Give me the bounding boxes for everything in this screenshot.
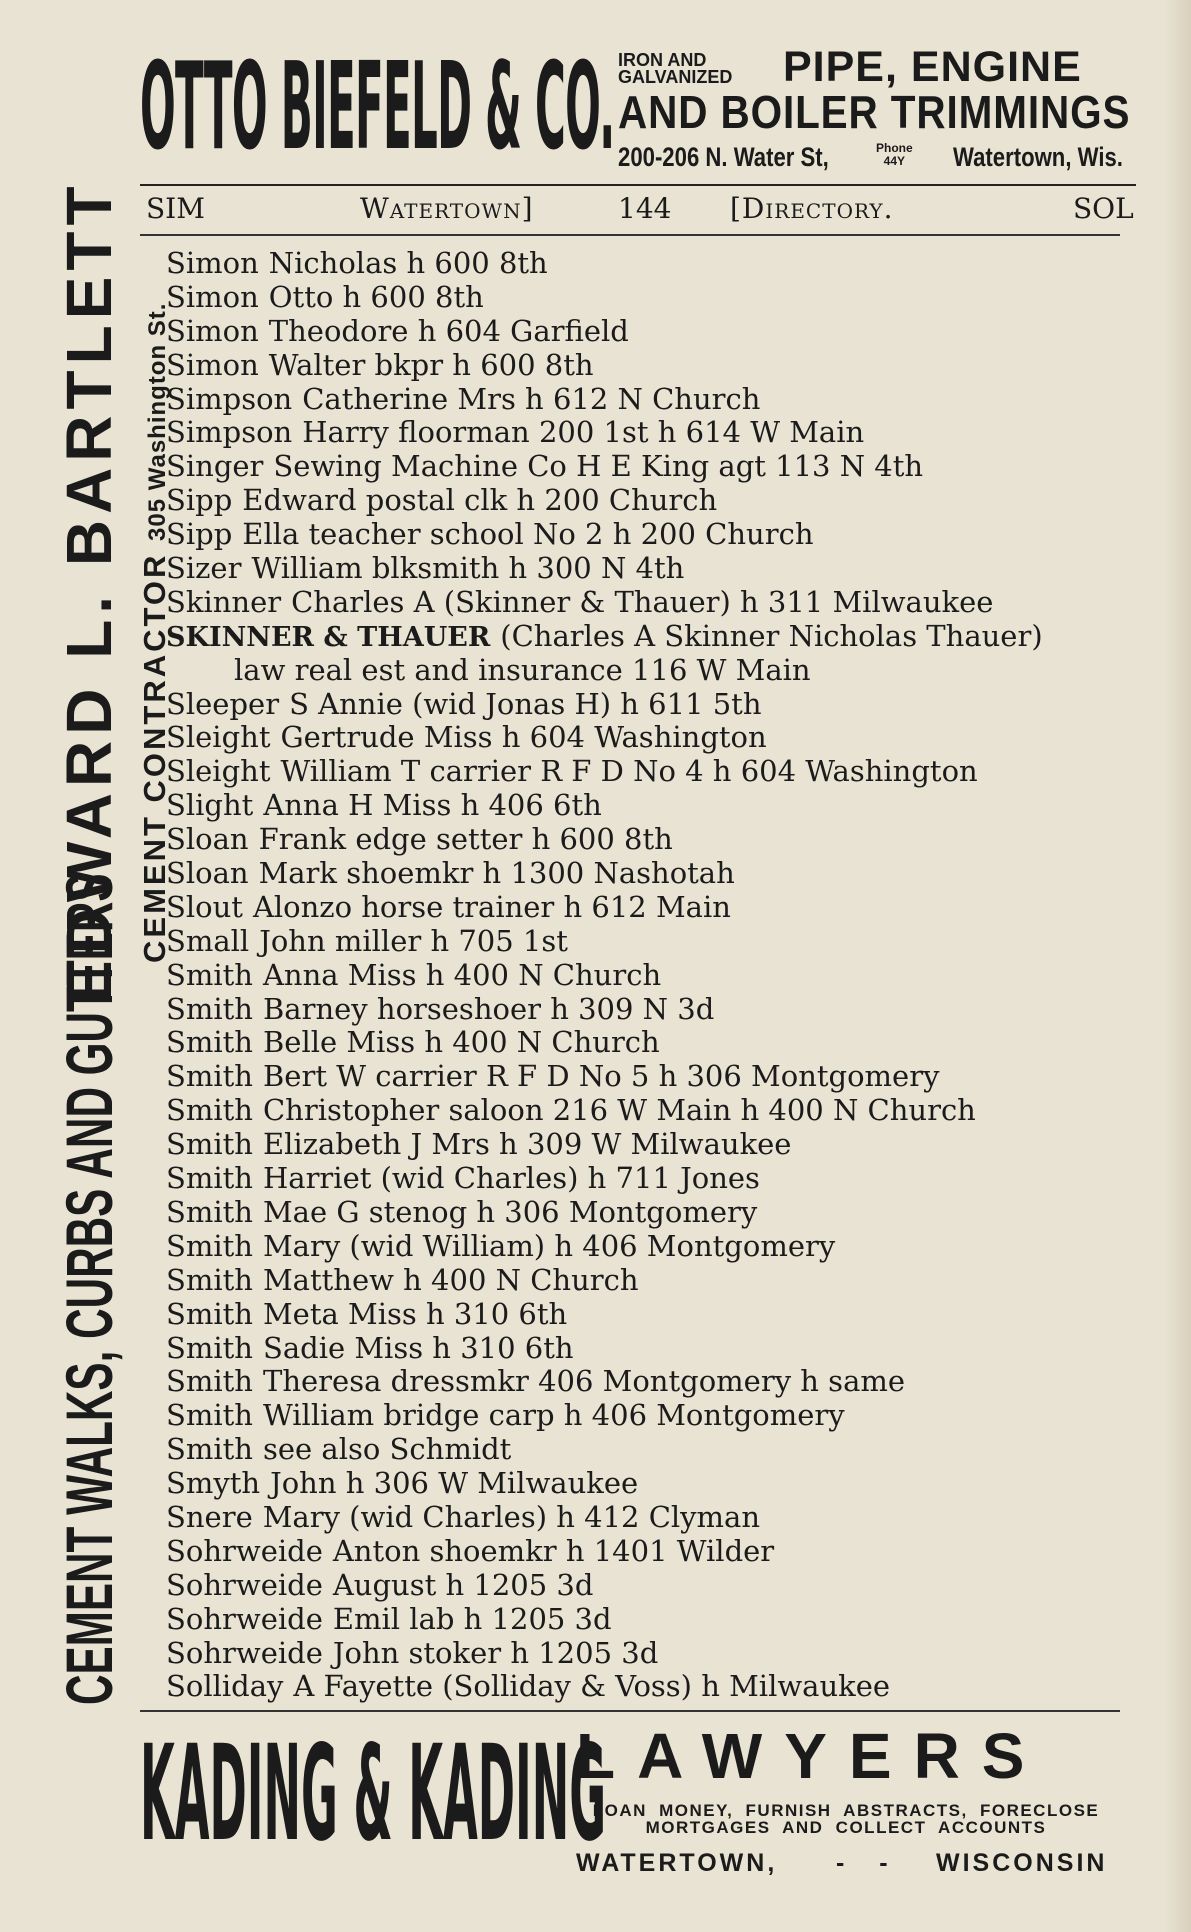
phone-label: Phone bbox=[876, 141, 913, 155]
directory-entry bbox=[166, 349, 1126, 383]
entry-surname: Smith bbox=[166, 1262, 253, 1297]
entry-surname: Sohrweide bbox=[166, 1567, 323, 1602]
entry-details: A Fayette (Solliday & Voss) h Milwaukee bbox=[293, 1669, 891, 1704]
directory-entry bbox=[166, 1162, 1126, 1196]
entry-surname: Singer bbox=[166, 449, 264, 484]
directory-entry bbox=[166, 620, 1126, 654]
entry-surname: Smith bbox=[166, 1093, 253, 1128]
material-label bbox=[618, 52, 778, 86]
entry-details: Belle Miss h 400 N Church bbox=[262, 1025, 660, 1060]
entry-surname: Sipp bbox=[166, 483, 233, 518]
ad-headline-2: AND BOILER TRIMMINGS bbox=[618, 86, 1131, 138]
entry-details: Theresa dressmkr 406 Montgomery h same bbox=[262, 1364, 906, 1399]
directory-entry bbox=[166, 959, 1126, 993]
entry-details: Sewing Machine Co H E King agt 113 N 4th bbox=[273, 449, 924, 484]
entry-surname: SKINNER & THAUER bbox=[166, 621, 491, 653]
entry-details: Edward postal clk h 200 Church bbox=[242, 483, 718, 518]
entry-details: S Annie (wid Jonas H) h 611 5th bbox=[289, 686, 762, 721]
services-line-1: LOAN MONEY, FURNISH ABSTRACTS, FORECLOSE bbox=[592, 1801, 1100, 1820]
directory-entry bbox=[166, 416, 1126, 450]
entry-details: Gertrude Miss h 604 Washington bbox=[280, 720, 767, 755]
directory-entry bbox=[166, 247, 1126, 281]
range-end-word: SOL bbox=[1073, 192, 1134, 225]
entry-surname: Smith bbox=[166, 1398, 253, 1433]
entry-details: Emil lab h 1205 3d bbox=[332, 1601, 612, 1636]
entry-details: William bridge carp h 406 Montgomery bbox=[262, 1398, 845, 1433]
entry-surname: Smith bbox=[166, 1330, 253, 1365]
directory-entry bbox=[166, 823, 1126, 857]
entry-surname: Sipp bbox=[166, 517, 233, 552]
entry-details: Mary (wid Charles) h 412 Clyman bbox=[262, 1499, 761, 1534]
entry-surname: Smith bbox=[166, 1194, 253, 1229]
law-firm-profession: LAWYERS bbox=[576, 1720, 1047, 1792]
bottom-divider bbox=[140, 1710, 1120, 1712]
directory-entry bbox=[166, 891, 1126, 925]
directory-entry bbox=[166, 1467, 1126, 1501]
directory-entry bbox=[166, 383, 1126, 417]
directory-entry bbox=[166, 1535, 1126, 1569]
directory-entry bbox=[166, 1298, 1126, 1332]
entry-surname: Simon bbox=[166, 347, 259, 382]
directory-entry bbox=[166, 1569, 1126, 1603]
law-firm-name: KADING & KADING bbox=[140, 1717, 607, 1871]
directory-entry bbox=[166, 1637, 1126, 1671]
entry-surname: Sohrweide bbox=[166, 1601, 323, 1636]
directory-entry bbox=[166, 1670, 1126, 1704]
entry-surname: Sloan bbox=[166, 856, 249, 891]
entry-surname: Smith bbox=[166, 1059, 253, 1094]
entry-details: Meta Miss h 310 6th bbox=[262, 1296, 568, 1331]
entry-details: see also Schmidt bbox=[262, 1432, 512, 1467]
entry-surname: Sleight bbox=[166, 754, 271, 789]
advertiser-name: OTTO BIEFELD & CO. bbox=[140, 38, 615, 177]
entry-details: Otto h 600 8th bbox=[268, 279, 484, 314]
material-line-2: GALVANIZED bbox=[618, 67, 733, 87]
law-firm-city: WATERTOWN, bbox=[576, 1849, 778, 1877]
law-firm-services bbox=[576, 1802, 1116, 1836]
directory-entry bbox=[166, 755, 1126, 789]
ad-headline-1: PIPE, ENGINE bbox=[783, 43, 1082, 91]
entry-surname: Smith bbox=[166, 991, 253, 1026]
entry-details: Nicholas h 600 8th bbox=[268, 246, 548, 280]
page-number: 144 bbox=[618, 192, 672, 225]
entry-surname: Smith bbox=[166, 1127, 253, 1162]
entry-details: (Charles A Skinner Nicholas Thauer) bbox=[500, 618, 1043, 653]
entry-surname: Simon bbox=[166, 279, 259, 314]
directory-entry bbox=[166, 450, 1126, 484]
directory-entry bbox=[166, 1196, 1126, 1230]
entry-details: Mae G stenog h 306 Montgomery bbox=[262, 1194, 758, 1229]
entry-details: Walter bkpr h 600 8th bbox=[268, 347, 594, 382]
advertiser-address: 200-206 N. Water St, bbox=[618, 142, 829, 172]
entry-details: Christopher saloon 216 W Main h 400 N Church bbox=[262, 1093, 976, 1128]
directory-entry bbox=[166, 315, 1126, 349]
directory-entry bbox=[166, 1603, 1126, 1637]
directory-entry bbox=[166, 688, 1126, 722]
bottom-advertisement bbox=[140, 1718, 1140, 1898]
entry-details: Anna H Miss h 406 6th bbox=[263, 788, 602, 823]
entry-details: William T carrier R F D No 4 h 604 Washington bbox=[280, 754, 978, 789]
law-firm-state: WISCONSIN bbox=[936, 1849, 1108, 1877]
entry-details: John stoker h 1205 3d bbox=[332, 1635, 659, 1670]
services-line-2: MORTGAGES AND COLLECT ACCOUNTS bbox=[645, 1818, 1047, 1837]
entry-details: Ella teacher school No 2 h 200 Church bbox=[242, 517, 814, 552]
entry-details: Alonzo horse trainer h 612 Main bbox=[252, 889, 731, 924]
advertiser-city: Watertown, Wis. bbox=[953, 142, 1123, 172]
entry-surname: Smith bbox=[166, 1025, 253, 1060]
directory-entry bbox=[166, 1501, 1126, 1535]
directory-entry bbox=[166, 484, 1126, 518]
entry-surname: Sohrweide bbox=[166, 1635, 323, 1670]
advertiser-address-line bbox=[618, 140, 1143, 174]
entry-surname: Snere bbox=[166, 1499, 253, 1534]
entry-surname: Simon bbox=[166, 313, 259, 348]
entry-surname: Simpson bbox=[166, 415, 293, 450]
entry-surname: Slight bbox=[166, 788, 254, 823]
entry-surname: Skinner bbox=[166, 584, 282, 619]
entry-details: Charles A (Skinner & Thauer) h 311 Milwaukee bbox=[291, 584, 994, 619]
entry-surname: Simon bbox=[166, 246, 259, 280]
running-head bbox=[140, 188, 1140, 230]
top-divider bbox=[140, 184, 1136, 186]
material-line-1: IRON AND bbox=[618, 50, 707, 70]
entry-surname: Smith bbox=[166, 1228, 253, 1263]
directory-entry bbox=[166, 1026, 1126, 1060]
side-ad-trade: CEMENT CONTRACTOR bbox=[137, 552, 172, 963]
entry-surname: Smith bbox=[166, 1161, 253, 1196]
entry-details: William blksmith h 300 N 4th bbox=[251, 551, 685, 586]
law-firm-location bbox=[576, 1848, 1136, 1878]
running-head-directory: [Directory. bbox=[730, 192, 894, 225]
directory-entry bbox=[166, 1399, 1126, 1433]
entry-details: Theodore h 604 Garfield bbox=[268, 313, 629, 348]
entry-details: Catherine Mrs h 612 N Church bbox=[302, 381, 761, 416]
entry-surname: Smith bbox=[166, 957, 253, 992]
entry-details: Bert W carrier R F D No 5 h 306 Montgomery bbox=[262, 1059, 940, 1094]
entry-surname: Solliday bbox=[166, 1669, 284, 1704]
entry-details: Barney horseshoer h 309 N 3d bbox=[262, 991, 715, 1026]
location-separator: - - bbox=[836, 1849, 902, 1877]
directory-entry bbox=[166, 586, 1126, 620]
directory-entry bbox=[166, 1230, 1126, 1264]
entry-details: Harry floorman 200 1st h 614 W Main bbox=[302, 415, 865, 450]
entry-details: Mary (wid William) h 406 Montgomery bbox=[262, 1228, 836, 1263]
side-ad-street: 305 Washington St. bbox=[144, 302, 171, 541]
directory-entry bbox=[166, 1264, 1126, 1298]
side-ad-name: EDWARD L. BARTLETT bbox=[53, 180, 125, 1003]
directory-entry bbox=[166, 857, 1126, 891]
directory-entry bbox=[166, 552, 1126, 586]
advertiser-details bbox=[618, 40, 1143, 180]
directory-entry bbox=[166, 925, 1126, 959]
entry-details: Frank edge setter h 600 8th bbox=[258, 822, 673, 857]
directory-entry bbox=[166, 281, 1126, 315]
entry-details: Elizabeth J Mrs h 309 W Milwaukee bbox=[262, 1127, 792, 1162]
entry-surname: Slout bbox=[166, 889, 243, 924]
entry-surname: Smith bbox=[166, 1364, 253, 1399]
directory-entry bbox=[166, 1332, 1126, 1366]
directory-entry bbox=[166, 518, 1126, 552]
entry-surname: Sleeper bbox=[166, 686, 280, 721]
directory-entry bbox=[166, 721, 1126, 755]
entry-surname: Sloan bbox=[166, 822, 249, 857]
entry-surname: Simpson bbox=[166, 381, 293, 416]
directory-entry bbox=[166, 789, 1126, 823]
header-divider bbox=[140, 234, 1120, 236]
directory-entry bbox=[166, 1094, 1126, 1128]
entry-details: Anton shoemkr h 1401 Wilder bbox=[332, 1533, 775, 1568]
running-head-city: Watertown] bbox=[360, 192, 534, 225]
advertiser-phone bbox=[876, 142, 913, 168]
directory-entry bbox=[166, 654, 1126, 688]
entry-details: John miller h 705 1st bbox=[259, 923, 568, 958]
entry-surname: Sohrweide bbox=[166, 1533, 323, 1568]
entry-details: Mark shoemkr h 1300 Nashotah bbox=[258, 856, 735, 891]
entry-surname: Smyth bbox=[166, 1466, 261, 1501]
entry-details: Anna Miss h 400 N Church bbox=[262, 957, 662, 992]
directory-entry bbox=[166, 1365, 1126, 1399]
entry-details: Sadie Miss h 310 6th bbox=[262, 1330, 574, 1365]
entry-details: John h 306 W Milwaukee bbox=[270, 1466, 639, 1501]
directory-entry bbox=[166, 1060, 1126, 1094]
page-edge bbox=[1165, 0, 1191, 1932]
range-start-word: SIM bbox=[146, 192, 205, 225]
entry-surname: Sleight bbox=[166, 720, 271, 755]
entry-details: August h 1205 3d bbox=[332, 1567, 594, 1602]
entry-surname: Small bbox=[166, 923, 250, 958]
directory-entry bbox=[166, 993, 1126, 1027]
entry-details: law real est and insurance 116 W Main bbox=[234, 652, 811, 687]
entry-surname: Smith bbox=[166, 1296, 253, 1331]
directory-entry bbox=[166, 1128, 1126, 1162]
entry-details: Matthew h 400 N Church bbox=[262, 1262, 639, 1297]
entry-surname: Smith bbox=[166, 1432, 253, 1467]
top-advertisement bbox=[140, 40, 1140, 180]
side-ad-main-line bbox=[48, 180, 130, 1705]
directory-listings bbox=[166, 247, 1126, 1704]
entry-surname: Sizer bbox=[166, 551, 242, 586]
entry-details: Harriet (wid Charles) h 711 Jones bbox=[262, 1161, 760, 1196]
side-ad-services: CEMENT WALKS, CURBS AND GUTTERS bbox=[52, 873, 126, 1705]
phone-number: 44Y bbox=[883, 154, 906, 168]
directory-entry bbox=[166, 1433, 1126, 1467]
